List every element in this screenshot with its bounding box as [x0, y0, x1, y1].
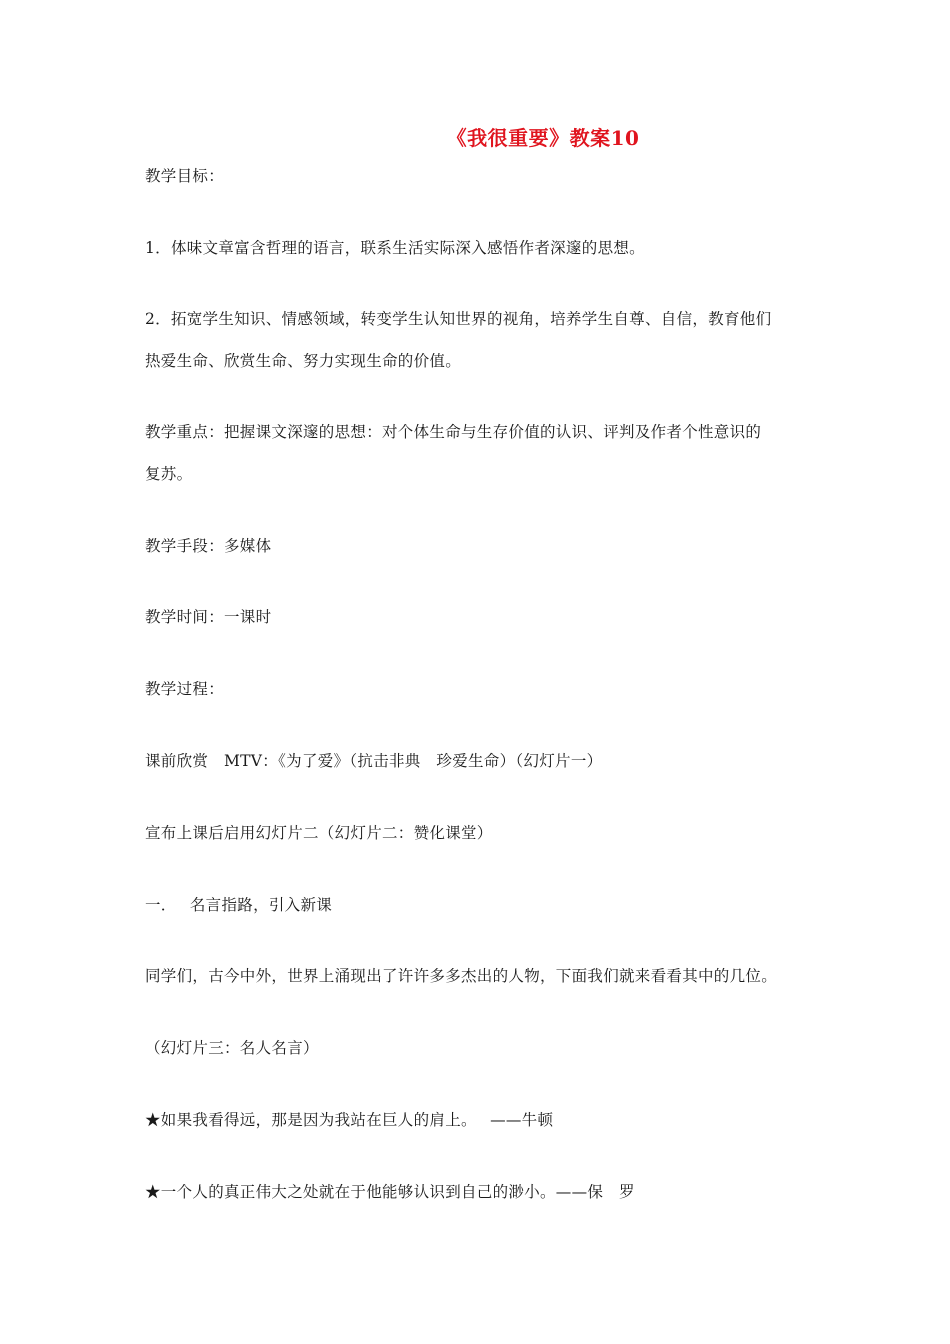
teaching-time: 教学时间：一课时 [145, 608, 272, 626]
pre-class-activity: 课前欣赏 MTV：《为了爱》（抗击非典 珍爱生命）（幻灯片一） [145, 752, 603, 770]
slide-three-note: （幻灯片三：名人名言） [145, 1039, 319, 1057]
section-heading-objectives: 教学目标： [145, 167, 225, 185]
section-heading-process: 教学过程： [145, 680, 225, 698]
key-points-continued: 复苏。 [145, 465, 193, 483]
objective-2: 2．拓宽学生知识、情感领域，转变学生认知世界的视角，培养学生自尊、自信，教育他们 [145, 310, 772, 328]
document-title: 《我很重要》教案10 [446, 126, 640, 150]
objective-1: 1．体味文章富含哲理的语言，联系生活实际深入感悟作者深邃的思想。 [145, 239, 645, 257]
part-one-heading: 一． 名言指路，引入新课 [145, 896, 333, 914]
quote-newton: ★如果我看得远，那是因为我站在巨人的肩上。 ——牛顿 [145, 1111, 554, 1129]
key-points: 教学重点：把握课文深邃的思想：对个体生命与生存价值的认识、评判及作者个性意识的 [145, 423, 762, 441]
objective-2-continued: 热爱生命、欣赏生命、努力实现生命的价值。 [145, 352, 462, 370]
quote-paul: ★一个人的真正伟大之处就在于他能够认识到自己的渺小。——保 罗 [145, 1183, 635, 1201]
teaching-means: 教学手段：多媒体 [145, 537, 272, 555]
intro-paragraph: 同学们，古今中外，世界上涌现出了许许多多杰出的人物，下面我们就来看看其中的几位。 [145, 967, 778, 985]
class-start: 宣布上课后启用幻灯片二（幻灯片二：赞化课堂） [145, 824, 493, 842]
